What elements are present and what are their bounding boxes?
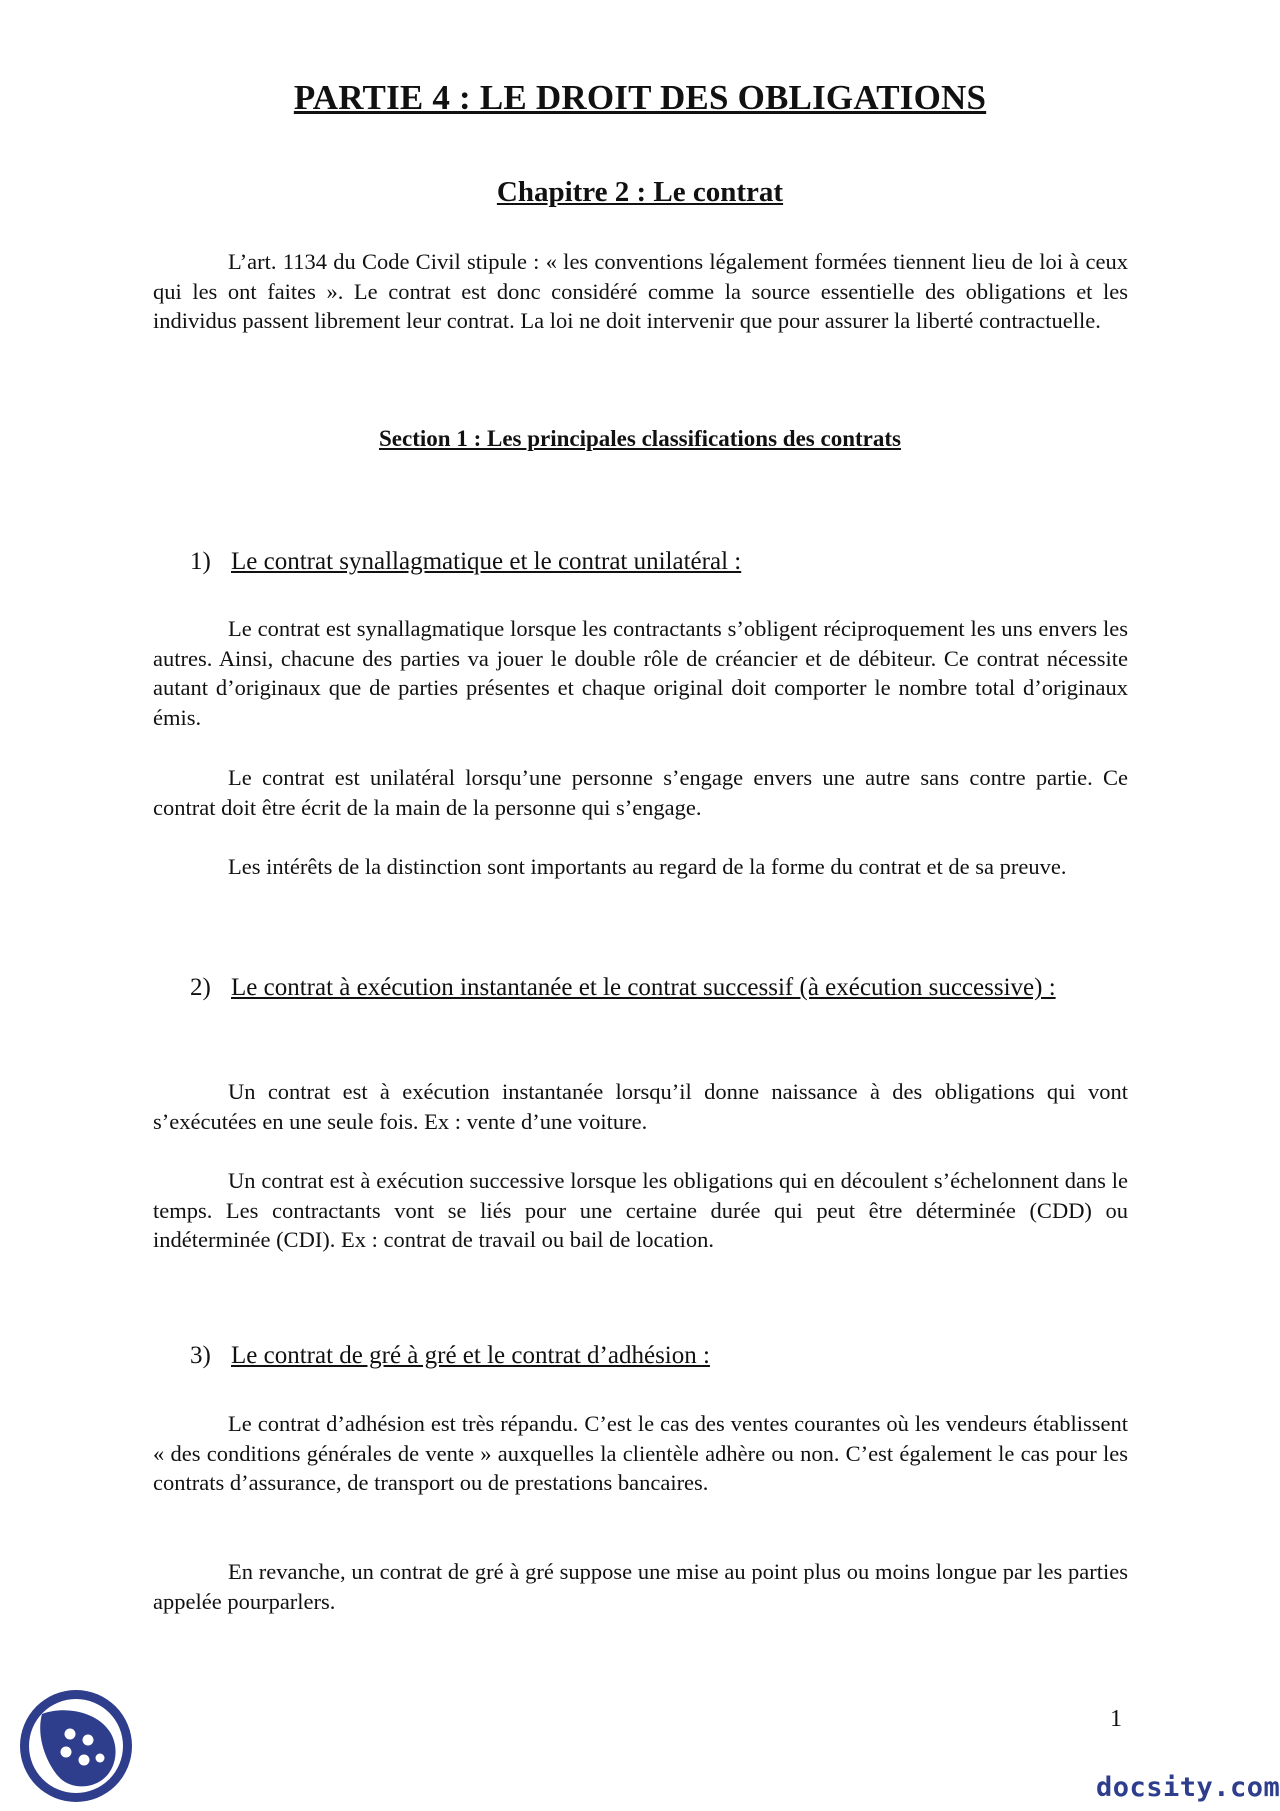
paragraph: Le contrat est synallagmatique lorsque les contractants s’obligent réciproquement les uns envers les autres. Ainsi, chacune des parties va jouer le double rôle de créancier et de débiteur. Ce contrat nécessite autant d’originaux que de parties présentes et chaque original doit comporter le nombre total d’originaux émis. — [153, 616, 1128, 731]
item-heading-2 — [190, 970, 1128, 1005]
paragraph: Le contrat d’adhésion est très répandu. C’est le cas des ventes courantes où les vendeurs établissent « des conditions générales de vente » auxquelles la clientèle adhère ou non. C’est également le cas pour les contrats d’assurance, de transport ou de prestations bancaires. — [153, 1411, 1128, 1496]
item-heading-1 — [190, 544, 1128, 579]
brand-watermark: docsity.com — [1096, 1772, 1280, 1803]
chapter-title: Chapitre 2 : Le contrat — [496, 176, 784, 208]
page-number: 1 — [1110, 1706, 1122, 1732]
item-title: Le contrat de gré à gré et le contrat d’adhésion : — [231, 1342, 710, 1369]
item-title: Le contrat à exécution instantanée et le contrat successif (à exécution successive) : — [231, 974, 1056, 1001]
item-number: 1) — [190, 548, 211, 575]
paragraph: Les intérêts de la distinction sont importants au regard de la forme du contrat et de sa preuve. — [228, 854, 1067, 879]
docsity-logo-icon — [18, 1688, 134, 1804]
intro-paragraph: L’art. 1134 du Code Civil stipule : « les conventions légalement formées tiennent lieu de loi à ceux qui les ont faites ». Le contrat est donc considéré comme la source essentielle des obligations et les individus passent librement leur contrat. La loi ne doit intervenir que pour assurer la liberté contractuelle. — [153, 249, 1128, 334]
item-number: 2) — [190, 974, 211, 1001]
paragraph: Le contrat est unilatéral lorsqu’une personne s’engage envers une autre sans contre partie. Ce contrat doit être écrit de la main de la personne qui s’engage. — [153, 765, 1128, 820]
paragraph: Un contrat est à exécution successive lorsque les obligations qui en découlent s’échelonnent dans le temps. Les contractants vont se liés pour une certaine durée qui peut être déterminée (CDD) ou indéterminée (CDI). Ex : contrat de travail ou bail de location. — [153, 1168, 1128, 1253]
section-title: Section 1 : Les principales classifications des contrats — [379, 426, 901, 451]
paragraph: Un contrat est à exécution instantanée lorsqu’il donne naissance à des obligations qui vont s’exécutées en une seule fois. Ex : vente d’une voiture. — [153, 1079, 1128, 1134]
item-number: 3) — [190, 1342, 211, 1369]
item-heading-3 — [190, 1338, 1128, 1373]
part-title: PARTIE 4 : LE DROIT DES OBLIGATIONS — [293, 78, 987, 117]
item-title: Le contrat synallagmatique et le contrat unilatéral : — [231, 548, 742, 575]
paragraph: En revanche, un contrat de gré à gré suppose une mise au point plus ou moins longue par les parties appelée pourparlers. — [153, 1559, 1128, 1614]
